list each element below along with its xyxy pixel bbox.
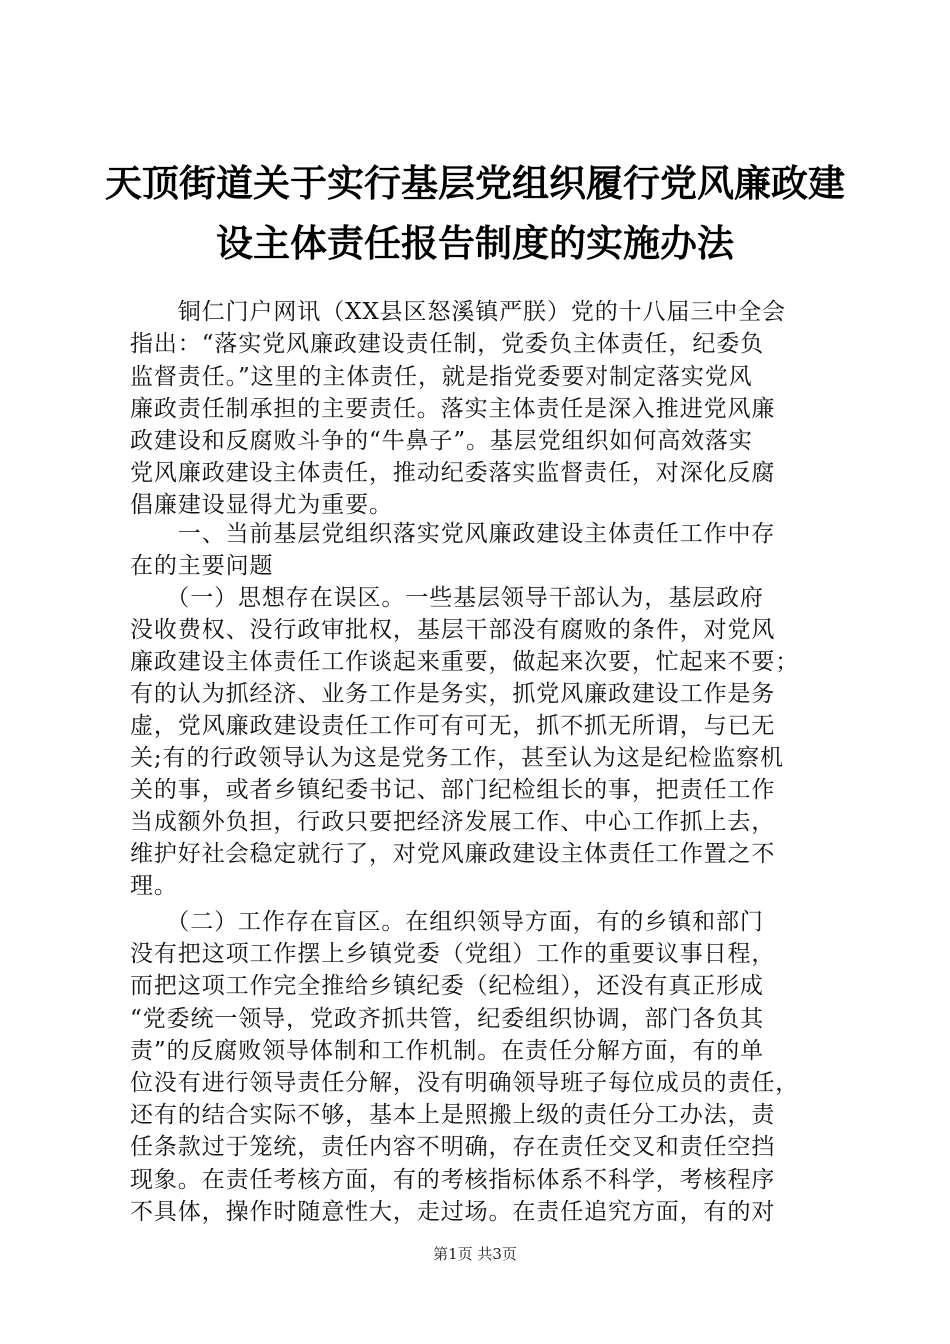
page-footer: 第1页 共3页 <box>433 1245 517 1263</box>
body-line: 而把这项工作完全推给乡镇纪委（纪检组），还没有真正形成 <box>130 973 764 1000</box>
body-line: 一、当前基层党组织落实党风廉政建设主体责任工作中存 <box>130 521 776 547</box>
body-line: 廉政责任制承担的主要责任。落实主体责任是深入推进党风廉 <box>130 396 776 422</box>
body-line: 关;有的行政领导认为这是党务工作，甚至认为这是纪检监察机 <box>130 745 784 771</box>
body-line: 维护好社会稳定就行了，对党风廉政建设主体责任工作置之不 <box>130 841 776 867</box>
body-line: 政建设和反腐败斗争的“牛鼻子”。基层党组织如何高效落实 <box>130 428 753 454</box>
body-line: 廉政建设主体责任工作谈起来重要，做起来次要，忙起来不要； <box>130 649 800 675</box>
document-title-line-2: 设主体责任报告制度的实施办法 <box>216 222 734 265</box>
body-line: 没收费权、没行政审批权，基层干部没有腐败的条件，对党风 <box>130 617 776 643</box>
body-line: 在的主要问题 <box>130 553 274 579</box>
body-line: 位没有进行领导责任分解，没有明确领导班子每位成员的责任， <box>130 1070 800 1096</box>
body-line: （一）思想存在误区。一些基层领导干部认为，基层政府 <box>130 585 764 611</box>
body-line: 党风廉政建设主体责任，推动纪委落实监督责任，对深化反腐 <box>130 460 776 486</box>
body-line: 没有把这项工作摆上乡镇党委（党组）工作的重要议事日程， <box>130 941 776 968</box>
body-line: （二）工作存在盲区。在组织领导方面，有的乡镇和部门 <box>130 909 764 935</box>
body-line: 现象。在责任考核方面，有的考核指标体系不科学，考核程序 <box>130 1166 776 1193</box>
body-line: 还有的结合实际不够，基本上是照搬上级的责任分工办法，责 <box>130 1102 776 1129</box>
body-line: 关的事，或者乡镇纪委书记、部门纪检组长的事，把责任工作 <box>130 777 776 803</box>
document-title-line-1: 天顶街道关于实行基层党组织履行党风廉政建 <box>105 162 845 205</box>
body-line: 有的认为抓经济、业务工作是务实，抓党风廉政建设工作是务 <box>130 681 776 707</box>
body-line: 监督责任。”这里的主体责任，就是指党委要对制定落实党风 <box>130 364 753 390</box>
body-line: “党委统一领导，党政齐抓共管，纪委组织协调，部门各负其 <box>130 1005 765 1032</box>
body-line: 虚，党风廉政建设责任工作可有可无，抓不抓无所谓，与已无 <box>130 713 776 739</box>
body-line: 理。 <box>130 873 178 899</box>
body-line: 当成额外负担，行政只要把经济发展工作、中心工作抓上去， <box>130 809 776 835</box>
body-line: 任条款过于笼统，责任内容不明确，存在责任交叉和责任空挡 <box>130 1134 776 1161</box>
body-line: 责”的反腐败领导体制和工作机制。在责任分解方面，有的单 <box>130 1037 765 1064</box>
body-line: 铜仁门户网讯（XX县区怒溪镇严朕）党的十八届三中全会 <box>130 299 786 325</box>
body-line: 不具体，操作时随意性大，走过场。在责任追究方面，有的对 <box>130 1198 776 1225</box>
body-line: 指出：“落实党风廉政建设责任制，党委负主体责任，纪委负 <box>130 331 765 357</box>
body-line: 倡廉建设显得尤为重要。 <box>130 492 393 518</box>
